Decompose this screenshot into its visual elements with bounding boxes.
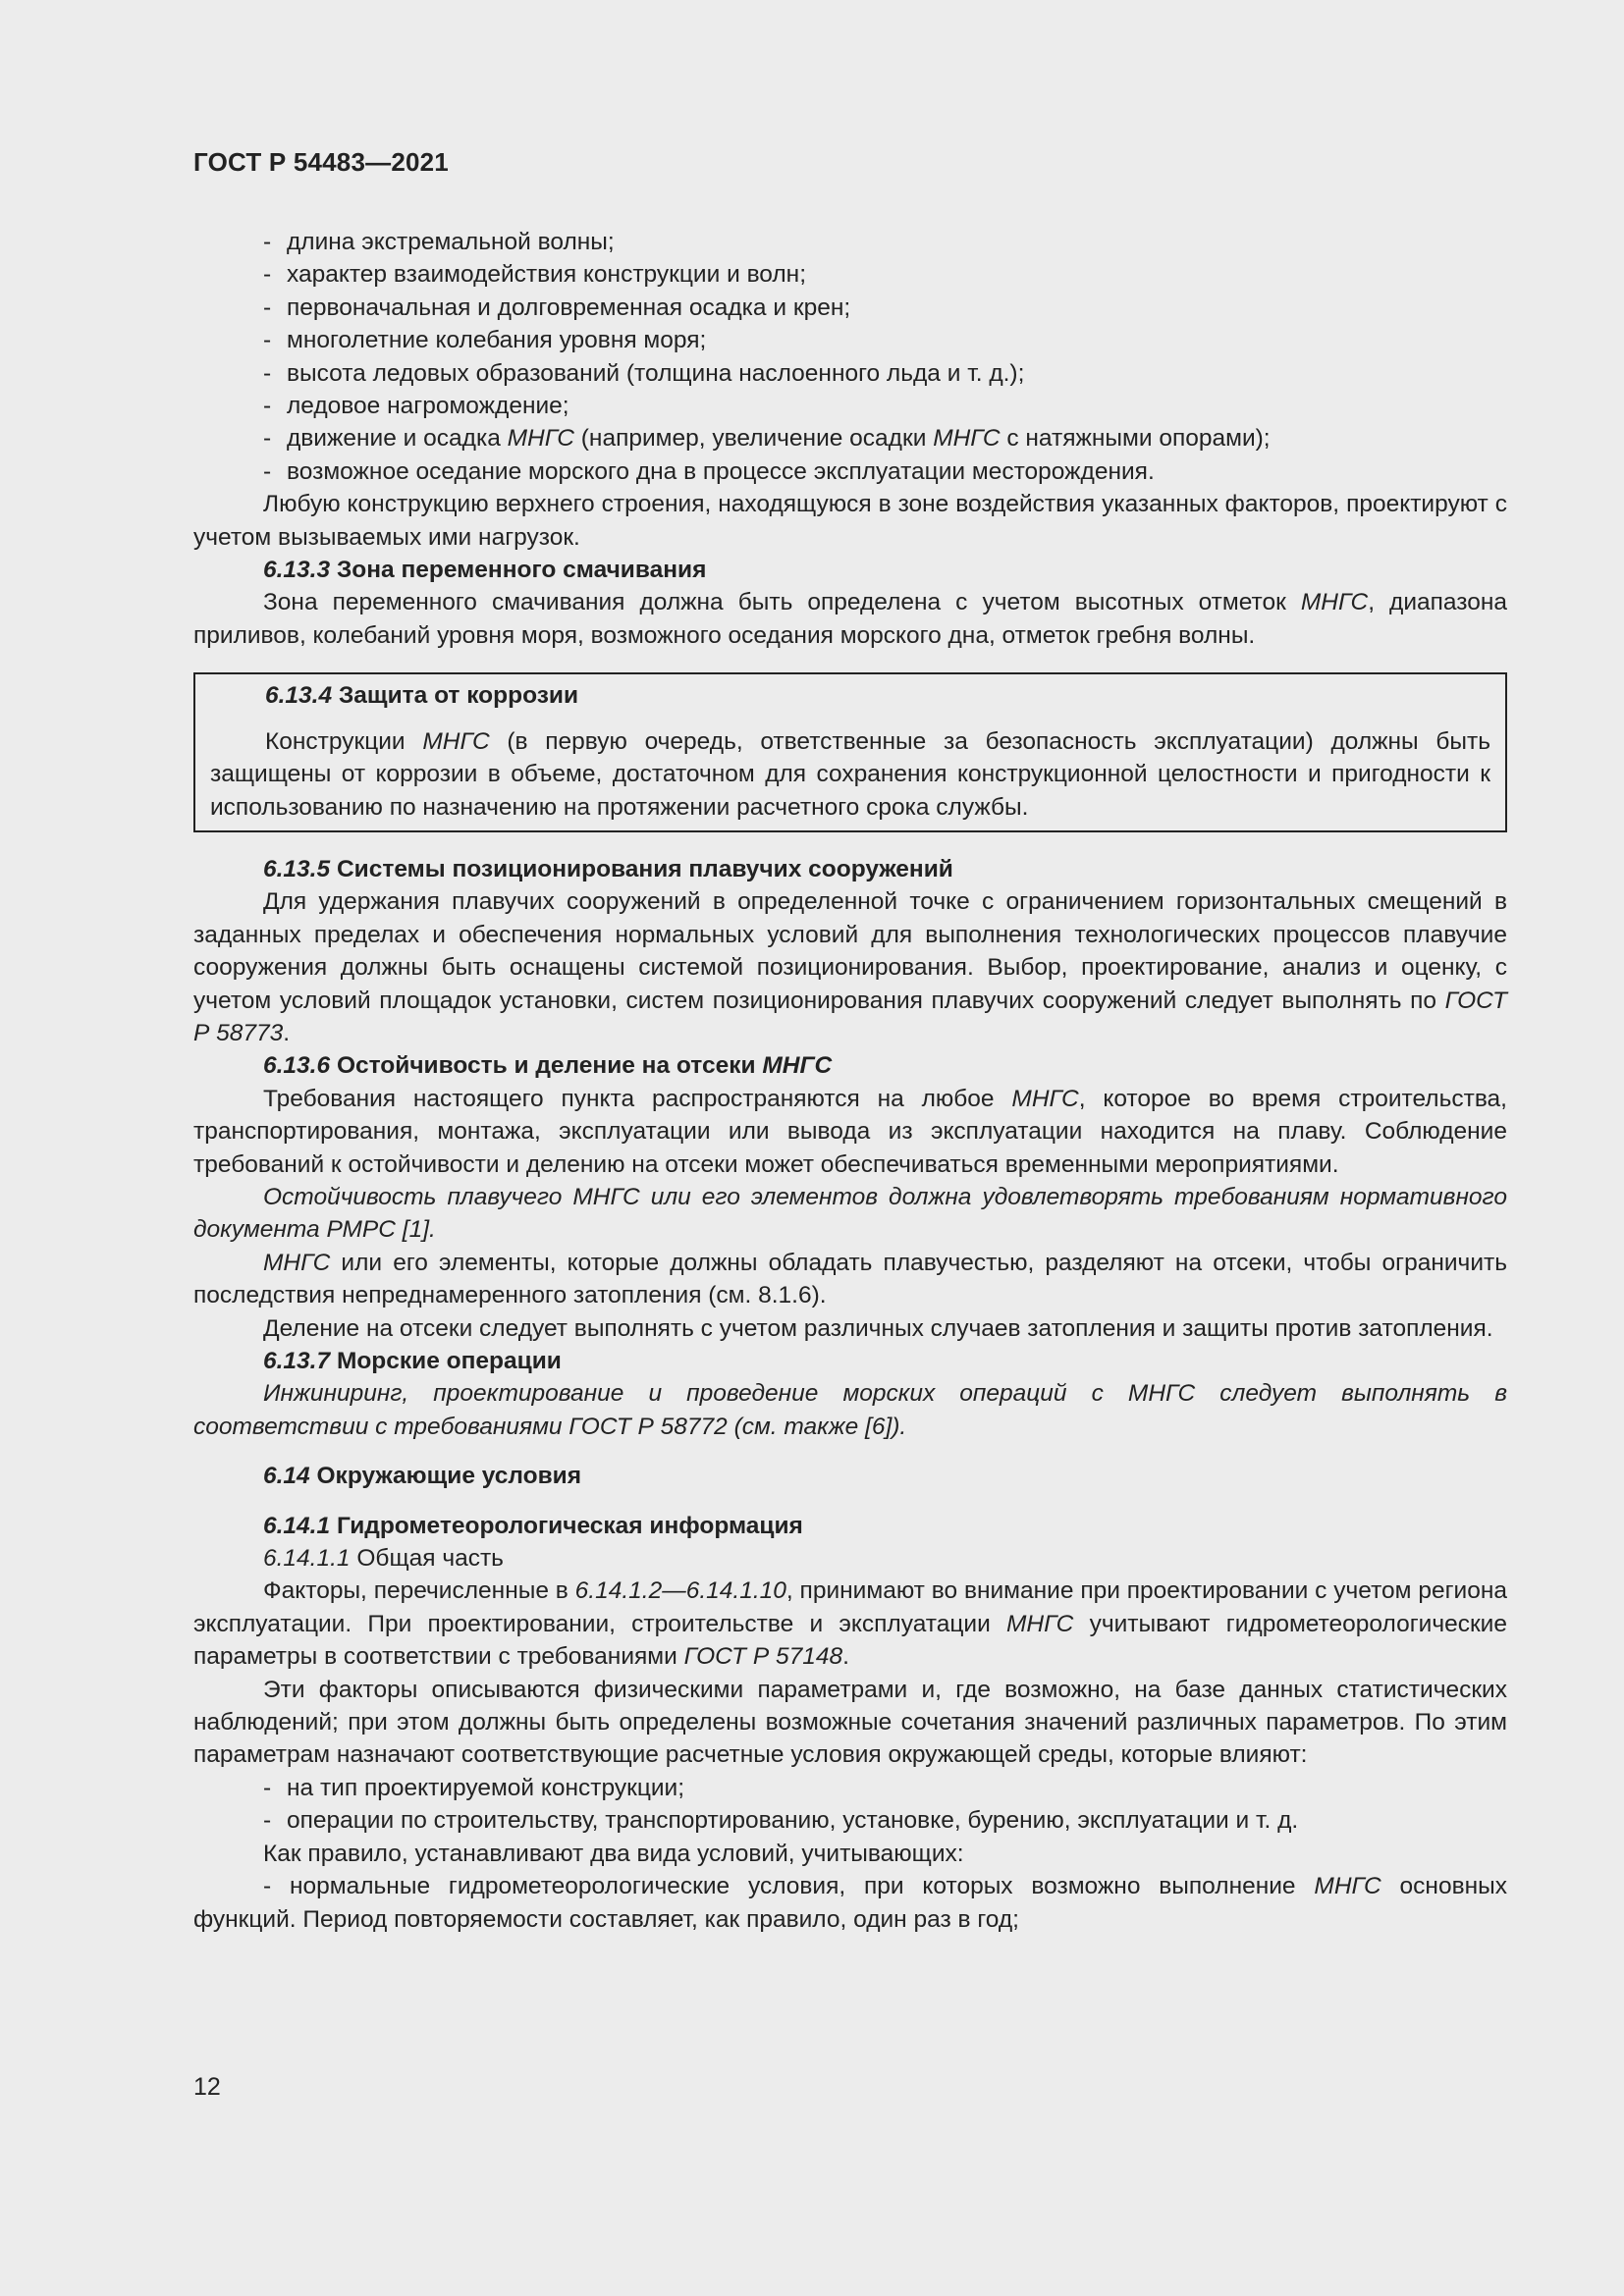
section-heading-6-13-6: 6.13.6 Остойчивость и деление на отсеки МНГС xyxy=(263,1052,833,1080)
boxed-requirement xyxy=(193,672,1507,832)
conditions-list xyxy=(193,1870,1507,1936)
paragraph: Любую конструкцию верхнего строения, находящуюся в зоне воздействия указанных факторов, проектируют с учетом вызываемых ими нагрузок. xyxy=(193,491,1507,551)
paragraph: Требования настоящего пункта распространяются на любое МНГС, которое во время строительства, транспортирования, монтажа, эксплуатации или вывода из эксплуатации находится на плаву. Соблюдение требований к остойчивости и делению на отсеки может обеспечиваться временными мероприятиями. xyxy=(193,1085,1507,1178)
section-heading-6-13-5: 6.13.5 Системы позиционирования плавучих сооружений xyxy=(263,855,953,882)
paragraph: Зона переменного смачивания должна быть определена с учетом высотных отметок МНГС, диапазона приливов, колебаний уровня моря, возможного оседания морского дна, отметок гребня волны. xyxy=(193,589,1507,649)
paragraph: Деление на отсеки следует выполнять с учетом различных случаев затопления и защиты против затопления. xyxy=(263,1314,1493,1342)
subsection-heading-6-14-1-1: 6.14.1.1 Общая часть xyxy=(263,1545,504,1573)
paragraph: МНГС или его элементы, которые должны обладать плавучестью, разделяют на отсеки, чтобы ограничить последствия непреднамеренного затопления (см. 8.1.6). xyxy=(193,1249,1507,1309)
paragraph: Как правило, устанавливают два вида условий, учитывающих: xyxy=(263,1840,964,1867)
section-heading-6-14-1: 6.14.1 Гидрометеорологическая информация xyxy=(263,1512,803,1539)
list-item: - характер взаимодействия конструкции и волн; xyxy=(263,261,807,289)
paragraph: Эти факторы описываются физическими параметрами и, где возможно, на базе данных статистических наблюдений; при этом должны быть определены возможные сочетания значений различных параметров. По этим параметрам назначают соответствующие расчетные условия окружающей среды, которые влияют: xyxy=(193,1676,1507,1769)
impact-list xyxy=(193,1772,1507,1838)
list-item: - высота ледовых образований (толщина наслоенного льда и т. д.); xyxy=(263,359,1025,387)
page-number: 12 xyxy=(193,2073,221,2101)
section-heading-6-13-4: 6.13.4 Защита от коррозии xyxy=(265,682,579,710)
paragraph: Факторы, перечисленные в 6.14.1.2—6.14.1.10, принимают во внимание при проектировании с учетом региона эксплуатации. При проектировании, строительстве и эксплуатации МНГС учитывают гидрометеорологические параметры в соответствии с требованиями ГОСТ Р 57148. xyxy=(193,1577,1508,1671)
paragraph: Инжиниринг, проектирование и проведение морских операций с МНГС следует выполнять в соответствии с требованиями ГОСТ Р 58772 (см. также [6]). xyxy=(193,1380,1507,1440)
list-item: - движение и осадка МНГС (например, увеличение осадки МНГС с натяжными опорами); xyxy=(263,425,1271,453)
list-item: - первоначальная и долговременная осадка и крен; xyxy=(263,294,851,321)
paragraph: Конструкции МНГС (в первую очередь, ответственные за безопасность эксплуатации) должны быть защищены от коррозии в объеме, достаточном для сохранения конструкционной целостности и пригодности к использованию по назначению на протяжении расчетного срока службы. xyxy=(210,727,1490,821)
list-item: - возможное оседание морского дна в процессе эксплуатации месторождения. xyxy=(263,457,1155,485)
list-item: - многолетние колебания уровня моря; xyxy=(263,327,707,354)
list-item: - ледовое нагромождение; xyxy=(263,393,569,420)
list-item: - длина экстремальной волны; xyxy=(263,229,615,255)
list-item: - нормальные гидрометеорологические условия, при которых возможно выполнение МНГС основных функций. Период повторяемости составляет, как правило, один раз в год; xyxy=(193,1873,1507,1933)
list-item: - на тип проектируемой конструкции; xyxy=(263,1774,685,1801)
paragraph: Остойчивость плавучего МНГС или его элементов должна удовлетворять требованиям нормативного документа РМРС [1]. xyxy=(193,1183,1507,1244)
document-header: ГОСТ Р 54483—2021 xyxy=(193,147,449,177)
paragraph: Для удержания плавучих сооружений в определенной точке с ограничением горизонтальных смещений в заданных пределах и обеспечения нормальных условий для выполнения технологических процессов плавучие сооружения должны быть оснащены системой позиционирования. Выбор, проектирование, анализ и оценку, с учетом условий площадок установки, систем позиционирования плавучих сооружений следует выполнять по ГОСТ Р 58773. xyxy=(193,888,1507,1046)
section-heading-6-13-7: 6.13.7 Морские операции xyxy=(263,1348,562,1374)
section-heading-6-14: 6.14 Окружающие условия xyxy=(263,1463,582,1490)
document-body xyxy=(193,226,1507,1936)
list-item: - операции по строительству, транспортированию, установке, бурению, эксплуатации и т. д. xyxy=(263,1807,1299,1835)
section-heading-6-13-3: 6.13.3 Зона переменного смачивания xyxy=(263,557,707,584)
factor-list xyxy=(193,226,1507,488)
